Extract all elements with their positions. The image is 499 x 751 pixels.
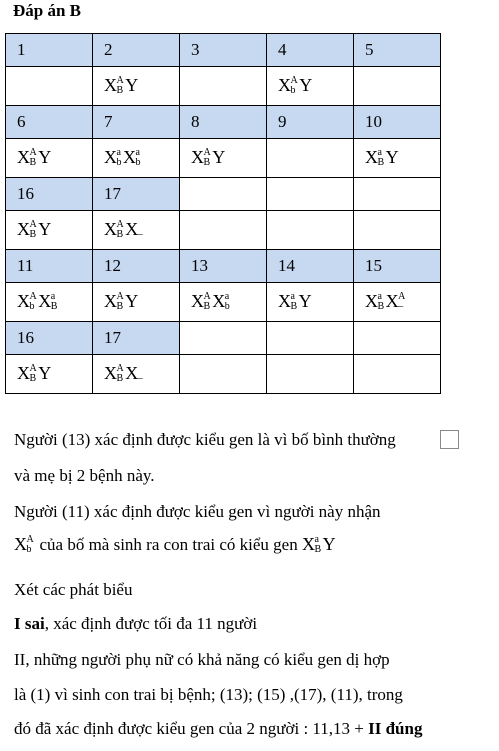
allele-subscript: B <box>29 156 37 168</box>
genotype-cell <box>267 139 354 178</box>
allele-subscript: B <box>203 300 211 312</box>
genotype <box>191 147 226 167</box>
allele-superscript: A <box>203 146 212 158</box>
genotype-cell <box>354 67 441 106</box>
person-number-cell <box>93 250 180 283</box>
genotype-cell <box>180 355 267 394</box>
genotype-cell <box>354 139 441 178</box>
genotype-cell <box>93 283 180 322</box>
paragraph-11-line2 <box>14 534 336 556</box>
paragraph-13-line2: và mẹ bị 2 bệnh này. <box>14 466 155 485</box>
allele-superscript: a <box>377 290 383 302</box>
statement-i-verdict: I sai <box>14 614 45 633</box>
genotype-cell <box>6 211 93 250</box>
person-number: 5 <box>365 40 374 59</box>
allele-indices <box>291 76 299 96</box>
genotype <box>104 291 139 311</box>
genotype-row <box>6 283 441 322</box>
allele-subscript: b <box>29 300 35 312</box>
allele: Y <box>385 147 400 168</box>
person-number: 7 <box>104 112 113 131</box>
genotype-xBaY-inline: X a B Y <box>301 533 337 555</box>
allele-superscript: A <box>290 74 299 86</box>
allele-indices <box>117 292 125 312</box>
person-number-cell <box>6 322 93 355</box>
person-number: 3 <box>191 40 200 59</box>
genotype <box>17 147 52 167</box>
genotype <box>17 291 59 311</box>
person-number-cell <box>180 34 267 67</box>
allele-subscript: b <box>116 156 122 168</box>
allele-indices <box>378 148 385 168</box>
allele-indices <box>398 292 406 312</box>
allele: Y <box>299 75 313 96</box>
allele-superscript: A <box>29 362 38 374</box>
person-number-cell <box>267 250 354 283</box>
allele-indices <box>138 220 144 240</box>
allele-superscript: a <box>377 146 383 158</box>
genotype-cell <box>6 355 93 394</box>
genotype-cell <box>6 67 93 106</box>
person-number: 10 <box>365 112 382 131</box>
person-number-cell <box>93 178 180 211</box>
allele: X <box>104 147 118 168</box>
genotype-row <box>6 355 441 394</box>
allele-superscript: A <box>116 362 125 374</box>
person-number-cell <box>267 178 354 211</box>
number-row <box>6 250 441 283</box>
allele: X <box>104 75 118 96</box>
allele: X <box>17 291 31 312</box>
genotype-cell <box>6 283 93 322</box>
allele-subscript: B <box>377 300 385 312</box>
allele-indices <box>138 364 144 384</box>
allele-indices <box>30 220 38 240</box>
allele-indices <box>291 292 298 312</box>
allele-subscript: B <box>50 300 58 312</box>
allele-superscript: a <box>116 146 122 158</box>
person-number: 12 <box>104 256 121 275</box>
genotype-cell <box>93 67 180 106</box>
person-number-cell <box>6 34 93 67</box>
allele: X <box>17 147 31 168</box>
allele: X <box>17 219 31 240</box>
person-number-cell <box>180 250 267 283</box>
person-number-cell <box>93 322 180 355</box>
genotype <box>104 75 139 95</box>
person-number-cell <box>6 178 93 211</box>
allele-superscript: A <box>116 74 125 86</box>
resize-handle[interactable] <box>440 430 459 449</box>
allele-indices <box>30 364 38 384</box>
person-number: 9 <box>278 112 287 131</box>
paragraph-11-line1: Người (11) xác định được kiểu gen vì người này nhận <box>14 502 381 521</box>
person-number: 4 <box>278 40 287 59</box>
allele: X <box>104 363 118 384</box>
allele: Y <box>125 75 139 96</box>
genotype-row <box>6 139 441 178</box>
person-number-cell <box>267 322 354 355</box>
answer-title: Đáp án B <box>13 1 82 20</box>
allele-indices <box>30 148 38 168</box>
allele-indices <box>225 292 231 312</box>
person-number: 15 <box>365 256 382 275</box>
person-number: 8 <box>191 112 200 131</box>
allele-subscript: – <box>137 372 144 384</box>
allele-superscript: A <box>29 146 38 158</box>
allele-indices <box>51 292 58 312</box>
allele-superscript: a <box>135 146 141 158</box>
number-row <box>6 322 441 355</box>
allele-subscript: B <box>116 372 124 384</box>
genotype <box>191 291 231 311</box>
genotype-cell <box>267 355 354 394</box>
allele: X <box>385 291 400 312</box>
paragraph-13-line1: Người (13) xác định được kiểu gen là vì bố bình thường <box>14 430 396 449</box>
person-number: 6 <box>17 112 26 131</box>
allele: X <box>17 363 31 384</box>
allele: X <box>104 291 118 312</box>
paragraph-11-text: của bố mà sinh ra con trai có kiểu gen <box>39 535 298 554</box>
person-number: 16 <box>17 328 34 347</box>
genotype-cell <box>180 139 267 178</box>
allele: Y <box>38 219 52 240</box>
genotype <box>365 291 407 311</box>
allele: Y <box>298 291 313 312</box>
genotype-cell <box>267 67 354 106</box>
genotype <box>17 363 52 383</box>
allele-indices <box>204 292 212 312</box>
person-number-cell <box>354 34 441 67</box>
allele-superscript: A <box>116 218 125 230</box>
allele-subscript: b <box>224 300 231 312</box>
genotype-cell <box>354 355 441 394</box>
allele: X <box>212 291 226 312</box>
genotype-row <box>6 211 441 250</box>
allele-indices <box>117 220 125 240</box>
statement-ii-line3 <box>14 719 422 739</box>
allele-superscript: a <box>50 290 56 302</box>
genotype-cell <box>180 67 267 106</box>
genotype <box>104 363 144 383</box>
person-number: 14 <box>278 256 295 275</box>
allele: Y <box>125 291 139 312</box>
allele-subscript: B <box>29 372 37 384</box>
person-number-cell <box>267 34 354 67</box>
genotype-cell <box>267 283 354 322</box>
allele: X <box>278 291 292 312</box>
person-number: 17 <box>104 328 121 347</box>
person-number-cell <box>93 34 180 67</box>
allele-subscript: B <box>377 156 385 168</box>
genotype <box>278 291 312 311</box>
genotype-cell <box>180 283 267 322</box>
allele-subscript: – <box>398 300 404 312</box>
person-number: 2 <box>104 40 113 59</box>
allele: X <box>123 147 137 168</box>
person-number-cell <box>354 250 441 283</box>
allele: Y <box>38 147 52 168</box>
statement-ii-text: đó đã xác định được kiểu gen của 2 người : 11,13 + <box>14 719 369 738</box>
allele-subscript: B <box>29 228 37 240</box>
allele-indices <box>378 292 385 312</box>
statement-i <box>14 614 257 634</box>
person-number: 17 <box>104 184 121 203</box>
allele-indices <box>117 364 125 384</box>
person-number-cell <box>6 250 93 283</box>
allele: X <box>365 147 379 168</box>
person-number-cell <box>354 178 441 211</box>
allele: X <box>125 219 139 240</box>
person-number-cell <box>267 106 354 139</box>
allele-subscript: B <box>116 300 124 312</box>
genotype-cell <box>93 211 180 250</box>
allele-subscript: B <box>116 228 124 240</box>
person-number-cell <box>180 322 267 355</box>
person-number: 13 <box>191 256 208 275</box>
allele-superscript: a <box>290 290 296 302</box>
allele-superscript: A <box>203 290 212 302</box>
allele-subscript: b <box>135 156 141 168</box>
allele-indices <box>117 76 125 96</box>
genotype-cell <box>180 211 267 250</box>
pedigree-genotype-table <box>5 33 441 394</box>
genotype <box>365 147 399 167</box>
statement-ii-line1: II, những người phụ nữ có khả năng có kiểu gen dị hợp <box>14 650 390 669</box>
number-row <box>6 34 441 67</box>
allele: X <box>104 219 118 240</box>
person-number-cell <box>6 106 93 139</box>
person-number: 11 <box>17 256 34 275</box>
person-number-cell <box>180 106 267 139</box>
allele-indices <box>30 292 38 312</box>
genotype-row <box>6 67 441 106</box>
allele-subscript: b <box>290 84 296 96</box>
genotype-cell <box>267 211 354 250</box>
allele-superscript: A <box>29 290 38 302</box>
allele-subscript: – <box>137 228 144 240</box>
allele-subscript: B <box>116 84 124 96</box>
allele-superscript: A <box>116 290 125 302</box>
allele: X <box>191 291 205 312</box>
allele-subscript: B <box>290 300 298 312</box>
person-number-cell <box>93 106 180 139</box>
person-number-cell <box>354 106 441 139</box>
allele-indices <box>204 148 212 168</box>
statement-ii-verdict: II đúng <box>368 719 423 738</box>
genotype-xbA-inline: X A b <box>14 533 35 555</box>
statement-ii-line2: là (1) vì sinh con trai bị bệnh; (13); (15) ,(17), (11), trong <box>14 685 403 704</box>
paragraph-statements: Xét các phát biểu <box>14 580 133 599</box>
allele: Y <box>212 147 226 168</box>
number-row <box>6 106 441 139</box>
allele-indices <box>136 148 142 168</box>
allele-subscript: B <box>203 156 211 168</box>
genotype <box>278 75 313 95</box>
genotype-cell <box>93 355 180 394</box>
allele: Y <box>38 363 52 384</box>
genotype <box>17 219 52 239</box>
allele: X <box>365 291 379 312</box>
genotype-cell <box>354 211 441 250</box>
genotype <box>104 147 142 167</box>
person-number: 16 <box>17 184 34 203</box>
person-number-cell <box>180 178 267 211</box>
allele-superscript: a <box>224 290 230 302</box>
allele-superscript: A <box>398 290 406 302</box>
allele: X <box>191 147 205 168</box>
allele-indices <box>117 148 123 168</box>
genotype <box>104 219 144 239</box>
genotype-cell <box>93 139 180 178</box>
genotype-cell <box>6 139 93 178</box>
person-number: 1 <box>17 40 26 59</box>
allele: X <box>38 291 52 312</box>
allele: X <box>278 75 292 96</box>
genotype-cell <box>354 283 441 322</box>
allele-superscript: A <box>29 218 38 230</box>
number-row <box>6 178 441 211</box>
allele: X <box>125 363 139 384</box>
person-number-cell <box>354 322 441 355</box>
statement-i-text: , xác định được tối đa 11 người <box>44 614 258 633</box>
